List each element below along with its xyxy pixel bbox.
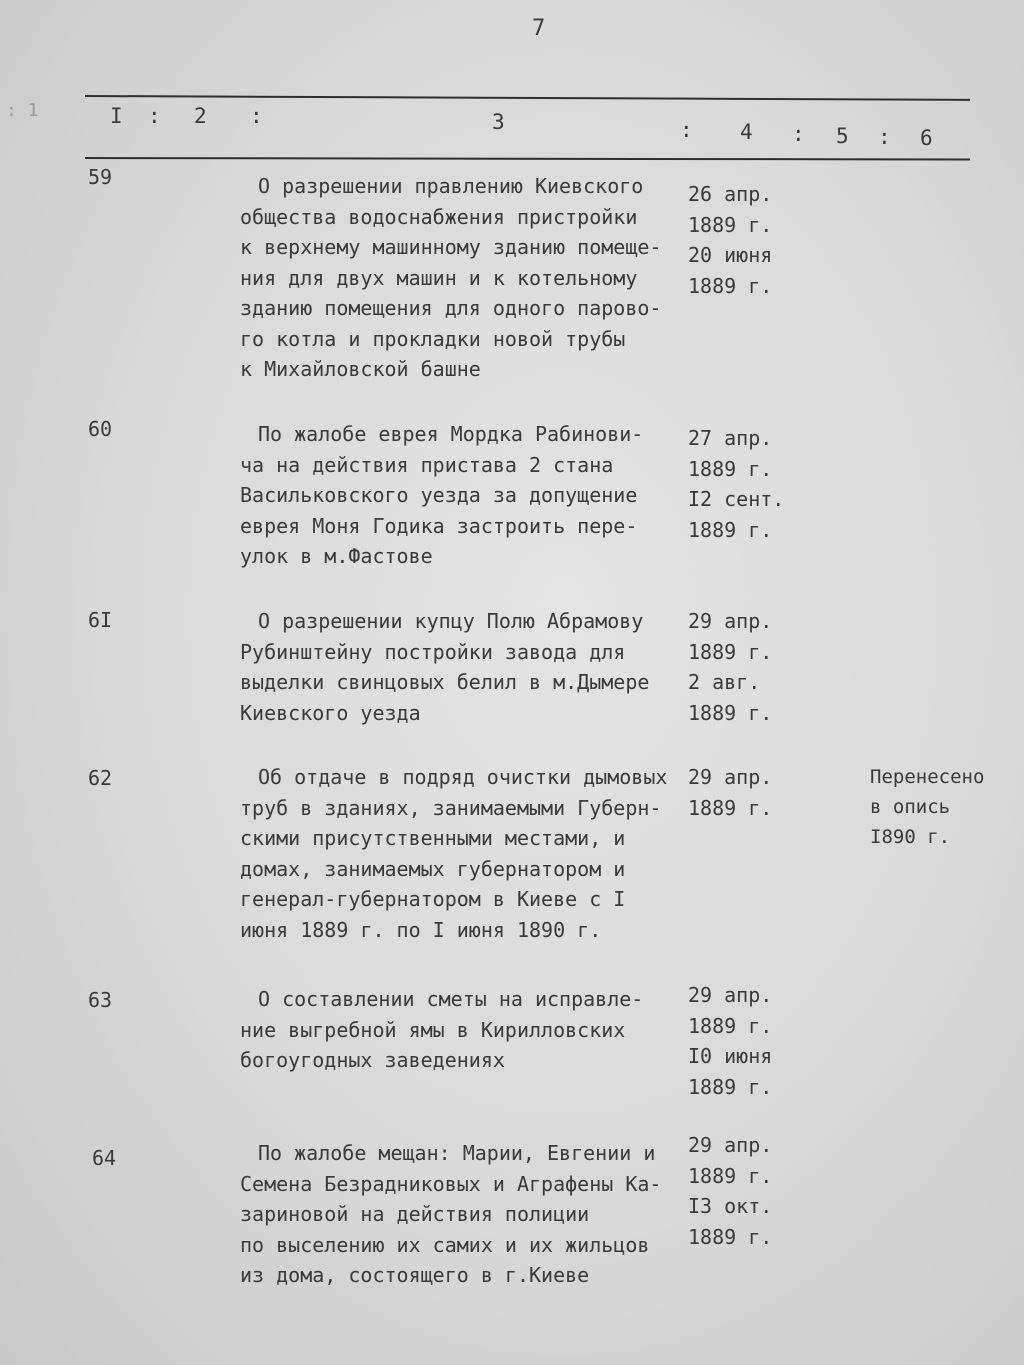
header-col2: 2: [194, 104, 207, 128]
date-line: 29 апр.: [688, 983, 773, 1007]
header-sep1: :: [148, 104, 161, 128]
entry-number: 62: [88, 766, 113, 790]
header-sep3: :: [680, 118, 693, 142]
description-line: зданию помещения для одного парово-: [240, 296, 662, 320]
transfer-note: [870, 762, 984, 852]
description-line: Семена Безрадниковых и Аграфены Ка-: [240, 1171, 662, 1196]
page-number: 7: [532, 16, 546, 41]
entry-dates: [688, 606, 772, 728]
header-col5: 5: [836, 124, 849, 148]
date-line: 1889 г.: [688, 273, 773, 298]
description-line: Васильковского уезда за допущение: [240, 483, 638, 507]
date-line: 29 апр.: [688, 609, 773, 633]
description-line: июня 1889 г. по I июня 1890 г.: [240, 917, 602, 942]
description-line: к Михайловской башне: [240, 357, 481, 381]
date-line: 1889 г.: [688, 1163, 773, 1188]
date-line: 1889 г.: [688, 639, 773, 664]
date-line: 20 июня: [688, 243, 773, 267]
description-line: домах, занимаемых губернатором и: [240, 856, 626, 881]
description-line: к верхнему машинному зданию помеще-: [240, 235, 662, 259]
description-line: го котла и прокладки новой трубы: [240, 326, 626, 351]
entry-description: [240, 419, 700, 572]
description-line: ча на действия пристава 2 стана: [240, 452, 614, 477]
entry-dates: [688, 762, 772, 823]
description-line: Рубинштейну постройки завода для: [240, 639, 626, 664]
date-line: 26 апр.: [688, 182, 773, 206]
description-line: из дома, состоящего в г.Киеве: [240, 1263, 590, 1287]
entry-dates: [688, 1130, 772, 1252]
entry-number: 6I: [88, 608, 113, 632]
entry-number: 63: [88, 988, 113, 1012]
header-bottom-rule: [85, 157, 970, 161]
description-line: О составлении сметы на исправле-: [258, 987, 644, 1011]
description-line: скими присутственными местами, и: [240, 826, 626, 850]
description-line: по выселению их самих и их жильцов: [240, 1232, 650, 1257]
page-edge-marks: : 1: [6, 100, 39, 121]
entry-number: 59: [88, 165, 113, 189]
header-col1: I: [110, 104, 123, 128]
description-line: По жалобе мещан: Марии, Евгении и: [258, 1141, 656, 1165]
entry-description: [240, 606, 700, 728]
date-line: 1889 г.: [688, 212, 773, 237]
date-line: 1889 г.: [688, 700, 773, 725]
entry-dates: [688, 423, 784, 545]
description-line: зариновой на действия полиции: [240, 1202, 590, 1226]
description-line: ния для двух машин и к котельному: [240, 265, 638, 290]
note-line: в опись: [870, 796, 951, 818]
date-line: 1889 г.: [688, 795, 773, 820]
entry-description: [240, 984, 700, 1076]
description-line: По жалобе еврея Мордка Рабинови-: [258, 422, 644, 446]
entry-description: [240, 1138, 700, 1291]
date-line: 2 авг.: [688, 670, 761, 694]
date-line: 29 апр.: [688, 765, 773, 789]
date-line: 29 апр.: [688, 1133, 773, 1157]
header-col6: 6: [920, 126, 933, 150]
entry-description: [240, 762, 700, 945]
entry-dates: [688, 179, 772, 301]
date-line: I2 сент.: [688, 487, 785, 511]
description-line: общества водоснабжения пристройки: [240, 204, 638, 229]
description-line: выделки свинцовых белил в м.Дымере: [240, 670, 650, 694]
header-col4: 4: [740, 120, 753, 144]
description-line: ние выгребной ямы в Кирилловских: [240, 1017, 626, 1042]
header-sep2: :: [250, 104, 263, 128]
description-line: еврея Моня Годика застроить пере-: [240, 513, 638, 538]
entry-description: [240, 171, 700, 385]
entry-dates: [688, 980, 772, 1102]
date-line: I0 июня: [688, 1044, 773, 1068]
description-line: Об отдаче в подряд очистки дымовых: [258, 765, 668, 789]
header-sep5: :: [878, 125, 891, 149]
entry-number: 60: [88, 417, 113, 441]
description-line: Киевского уезда: [240, 700, 421, 725]
note-line: I890 г.: [870, 826, 951, 848]
date-line: 1889 г.: [688, 1013, 773, 1038]
date-line: 1889 г.: [688, 517, 773, 542]
date-line: 1889 г.: [688, 1224, 773, 1249]
date-line: 27 апр.: [688, 426, 773, 450]
description-line: богоугодных заведениях: [240, 1048, 505, 1072]
description-line: труб в зданиях, занимаемыми Губерн-: [240, 795, 662, 820]
header-top-rule: [85, 95, 970, 101]
date-line: I3 окт.: [688, 1194, 773, 1218]
date-line: 1889 г.: [688, 456, 773, 481]
header-sep4: :: [792, 122, 805, 146]
description-line: генерал-губернатором в Киеве с I: [240, 887, 626, 911]
description-line: улок в м.Фастове: [240, 544, 433, 568]
description-line: О разрешении правлению Киевского: [258, 174, 644, 198]
header-col3: 3: [492, 110, 505, 134]
date-line: 1889 г.: [688, 1074, 773, 1099]
entry-number: 64: [92, 1146, 117, 1170]
description-line: О разрешении купцу Полю Абрамову: [258, 609, 644, 633]
note-line: Перенесено: [870, 766, 985, 788]
